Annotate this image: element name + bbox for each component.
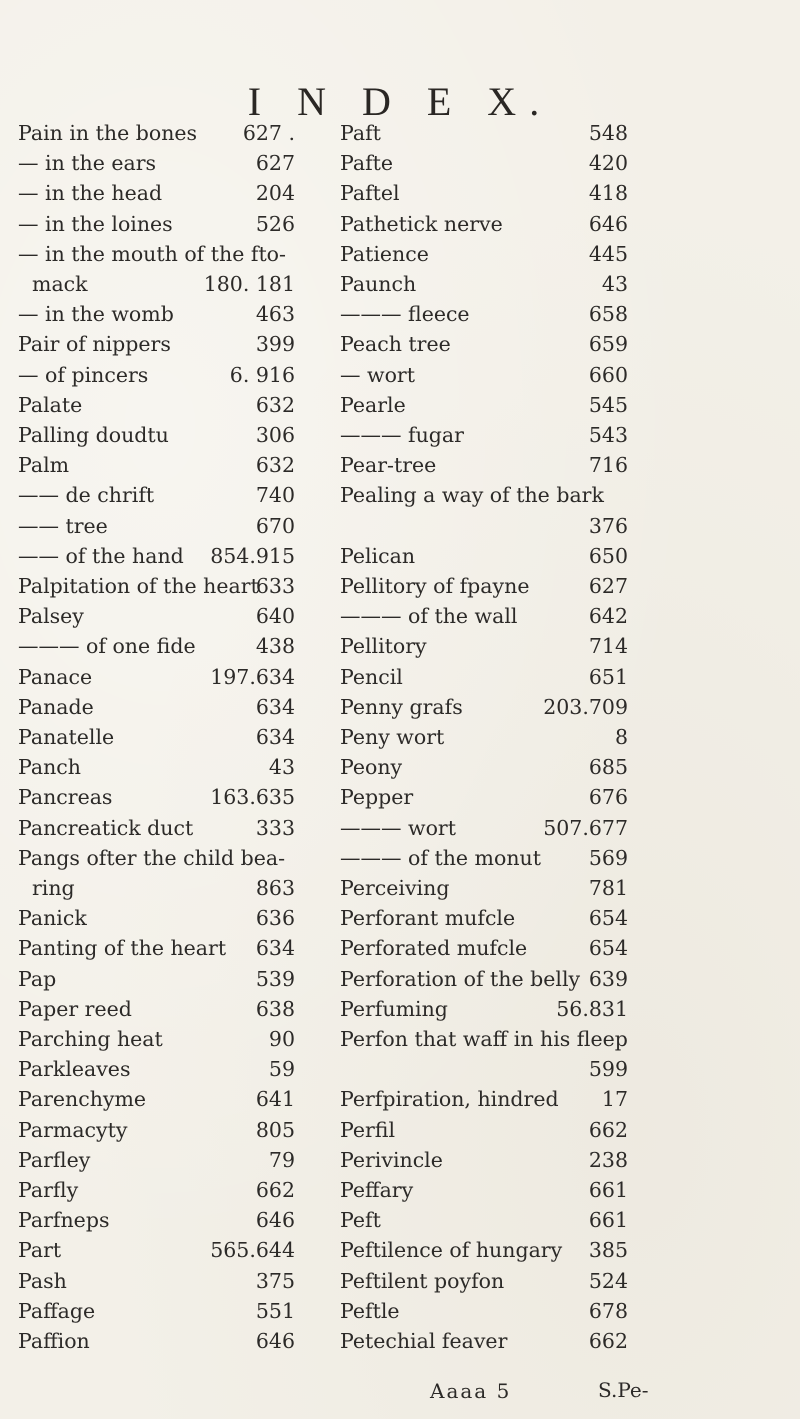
index-entry-label: Pearle bbox=[340, 392, 406, 417]
index-entry-label: Perfuming bbox=[340, 996, 448, 1021]
index-entry-label: Pash bbox=[18, 1268, 67, 1293]
index-entry bbox=[340, 722, 628, 752]
index-entry bbox=[18, 1235, 295, 1265]
index-entry bbox=[18, 813, 295, 843]
index-entry bbox=[340, 360, 628, 390]
index-entry bbox=[18, 390, 295, 420]
index-entry bbox=[18, 209, 295, 239]
index-entry-label: Perforation of the belly bbox=[340, 966, 581, 991]
index-entry bbox=[340, 752, 628, 782]
index-entry-page: 662 bbox=[588, 1329, 628, 1353]
index-entry bbox=[18, 480, 295, 510]
index-entry-page: 197.634 bbox=[210, 664, 295, 689]
index-entry-label: — in the head bbox=[18, 181, 163, 206]
index-entry bbox=[340, 1084, 628, 1114]
index-entry-page: 163.635 bbox=[210, 785, 295, 810]
index-entry bbox=[18, 299, 295, 329]
index-entry bbox=[340, 299, 628, 329]
index-entry-label: ——— fugar bbox=[340, 423, 464, 447]
index-entry-page: 863 bbox=[255, 876, 295, 900]
index-entry bbox=[340, 390, 628, 420]
index-entry-page: 633 bbox=[255, 574, 295, 598]
index-entry bbox=[18, 178, 295, 208]
index-entry bbox=[340, 782, 628, 812]
index-entry-page: 8 bbox=[614, 725, 628, 749]
index-entry-page: 636 bbox=[255, 906, 295, 931]
index-entry bbox=[18, 148, 295, 178]
index-entry-label: Petechial feaver bbox=[340, 1329, 508, 1353]
index-entry bbox=[340, 933, 628, 963]
index-entry-label: Perfpiration, hindred bbox=[340, 1087, 559, 1112]
index-entry-label: Paffage bbox=[18, 1298, 96, 1323]
index-entry-page: 238 bbox=[588, 1147, 628, 1172]
index-entry bbox=[18, 1115, 295, 1145]
index-entry-label: Peny wort bbox=[340, 725, 445, 749]
index-entry-page: 661 bbox=[588, 1208, 628, 1233]
index-entry-label: Panade bbox=[18, 694, 94, 719]
index-entry-page: 646 bbox=[255, 1208, 295, 1233]
index-entry-label: Peffary bbox=[340, 1178, 414, 1202]
index-entry bbox=[340, 209, 628, 239]
index-entry-label: Pain in the bones bbox=[18, 121, 198, 145]
index-entry-label: ring bbox=[32, 876, 75, 900]
index-entry-label: Palpitation of the heart bbox=[18, 574, 259, 598]
index-entry bbox=[18, 360, 295, 390]
index-entry-page: 661 bbox=[588, 1178, 628, 1202]
index-entry-label: ——— fleece bbox=[340, 302, 470, 327]
index-entry-page: 627 bbox=[255, 151, 295, 176]
index-entry-label: —— of the hand bbox=[18, 543, 184, 568]
index-entry-page: 634 bbox=[255, 725, 295, 749]
index-entry-page: 639 bbox=[588, 966, 628, 991]
index-entry-page: 662 bbox=[255, 1178, 295, 1202]
index-entry-page: 642 bbox=[588, 604, 628, 629]
index-entry-label: Perceiving bbox=[340, 876, 450, 900]
index-entry-label: Palsey bbox=[18, 604, 84, 629]
index-entry-page: 79 bbox=[268, 1147, 295, 1172]
index-entry-page: 676 bbox=[588, 785, 628, 810]
index-entry-label: Pathetick nerve bbox=[340, 211, 503, 236]
index-entry bbox=[18, 511, 295, 541]
index-entry bbox=[340, 1145, 628, 1175]
index-entry-page: 306 bbox=[255, 423, 295, 447]
index-entry-label: ——— of one fide bbox=[18, 634, 196, 659]
index-entry-label: — wort bbox=[340, 362, 415, 387]
index-entry bbox=[340, 662, 628, 692]
index-entry-page: 599 bbox=[588, 1057, 628, 1082]
index-entry bbox=[340, 1235, 628, 1265]
index-entry-label: Pancreas bbox=[18, 785, 113, 810]
index-entry bbox=[18, 631, 295, 661]
index-entry-page: 539 bbox=[255, 966, 295, 991]
index-entry-page: 641 bbox=[255, 1087, 295, 1112]
index-entry bbox=[18, 450, 295, 480]
index-entry bbox=[340, 1326, 628, 1356]
index-entry-label: — in the loines bbox=[18, 211, 173, 236]
index-entry-page: 646 bbox=[588, 211, 628, 236]
index-entry bbox=[340, 1296, 628, 1326]
index-entry-page: 548 bbox=[588, 121, 628, 145]
index-entry-label: Panace bbox=[18, 664, 93, 689]
index-entry-page: 640 bbox=[255, 604, 295, 629]
index-entry-label: Panch bbox=[18, 755, 81, 780]
index-entry-label: mack bbox=[32, 272, 88, 296]
index-entry-label: Pepper bbox=[340, 785, 414, 810]
index-entry-label: Pear-tree bbox=[340, 453, 437, 478]
index-entry-page: 526 bbox=[255, 211, 295, 236]
index-entry-page: 685 bbox=[588, 755, 628, 780]
index-entry-page: 627 . bbox=[242, 121, 295, 145]
index-entry bbox=[340, 148, 628, 178]
index-entry bbox=[18, 903, 295, 933]
index-entry bbox=[340, 873, 628, 903]
index-entry-page: 59 bbox=[268, 1057, 295, 1082]
index-entry-label: Panick bbox=[18, 906, 87, 931]
index-entry-page: 438 bbox=[255, 634, 295, 659]
index-entry bbox=[18, 1145, 295, 1175]
index-entry bbox=[18, 752, 295, 782]
index-entry-label: Perfil bbox=[340, 1117, 396, 1142]
index-entry-page: 385 bbox=[588, 1238, 628, 1263]
index-entry-label: — in the womb bbox=[18, 302, 174, 327]
index-entry-label: Parfneps bbox=[18, 1208, 110, 1233]
index-entry bbox=[340, 1205, 628, 1235]
index-entry-label: —— de chrift bbox=[18, 483, 155, 508]
index-entry-label: Pellitory bbox=[340, 634, 427, 659]
index-entry-page: 43 bbox=[601, 272, 628, 296]
index-entry-label: Panting of the heart bbox=[18, 936, 227, 961]
index-entry-label: Pellitory of fpayne bbox=[340, 574, 530, 598]
index-entry bbox=[18, 1024, 295, 1054]
index-entry-label: Peftilence of hungary bbox=[340, 1238, 563, 1263]
index-entry-label: Part bbox=[18, 1238, 62, 1263]
signature-mark: Aaaa 5 bbox=[430, 1379, 512, 1403]
index-entry bbox=[18, 239, 295, 269]
index-entry-label: Parkleaves bbox=[18, 1057, 131, 1082]
index-entry bbox=[18, 541, 295, 571]
index-entry bbox=[340, 631, 628, 661]
index-entry bbox=[18, 1326, 295, 1356]
index-entry-label: — in the ears bbox=[18, 151, 157, 176]
index-entry-label: Palate bbox=[18, 392, 83, 417]
index-entry bbox=[340, 601, 628, 631]
index-entry-label: Penny grafs bbox=[340, 694, 463, 719]
index-entry-label: Paper reed bbox=[18, 996, 132, 1021]
index-entry bbox=[340, 480, 628, 510]
index-entry-page: 740 bbox=[255, 483, 295, 508]
index-entry-label: — of pincers bbox=[18, 362, 149, 387]
index-entry bbox=[18, 994, 295, 1024]
index-entry bbox=[340, 571, 628, 601]
index-entry-label: Pancreatick duct bbox=[18, 815, 194, 840]
index-entry-label: Peftle bbox=[340, 1298, 400, 1323]
index-entry-page: 180. 181 bbox=[203, 272, 295, 296]
index-entry bbox=[340, 239, 628, 269]
index-entry-label: Pair of nippers bbox=[18, 332, 171, 357]
index-entry bbox=[18, 269, 295, 299]
index-entry bbox=[340, 1024, 628, 1054]
index-entry-page: 805 bbox=[255, 1117, 295, 1142]
index-entry-page: 646 bbox=[255, 1329, 295, 1353]
index-entry bbox=[18, 933, 295, 963]
index-entry-page: 418 bbox=[588, 181, 628, 206]
index-entry bbox=[18, 601, 295, 631]
index-entry-label: Paftel bbox=[340, 181, 400, 206]
index-entry-label: — in the mouth of the fto- bbox=[18, 241, 286, 266]
index-entry-page: 781 bbox=[588, 876, 628, 900]
index-entry bbox=[18, 873, 295, 903]
index-entry-page: 660 bbox=[588, 362, 628, 387]
index-entry-page: 399 bbox=[255, 332, 295, 357]
index-entry-page: 376 bbox=[588, 513, 628, 538]
catchword: S.Pe- bbox=[598, 1378, 649, 1402]
index-entry-label: Pangs ofter the child bea- bbox=[18, 845, 286, 870]
index-entry-page: 659 bbox=[588, 332, 628, 357]
index-entry-page: 43 bbox=[268, 755, 295, 780]
index-entry-page: 545 bbox=[588, 392, 628, 417]
index-entry-page: 654 bbox=[588, 936, 628, 961]
index-entry bbox=[18, 118, 295, 148]
index-entry-label: Parfley bbox=[18, 1147, 91, 1172]
index-entry-page: 333 bbox=[255, 815, 295, 840]
index-entry-label: ——— of the monut bbox=[340, 845, 541, 870]
index-entry-page: 714 bbox=[588, 634, 628, 659]
index-entry-page: 90 bbox=[268, 1027, 295, 1051]
index-entry-page: 445 bbox=[588, 241, 628, 266]
index-entry bbox=[340, 813, 628, 843]
index-entry-page: 854.915 bbox=[210, 543, 295, 568]
index-entry-page: 658 bbox=[588, 302, 628, 327]
index-entry bbox=[18, 1054, 295, 1084]
index-entry-label: ——— of the wall bbox=[340, 604, 518, 629]
index-entry-page: 463 bbox=[255, 302, 295, 327]
index-entry-label: —— tree bbox=[18, 513, 108, 538]
index-entry-page: 375 bbox=[255, 1268, 295, 1293]
index-entry-label: Paft bbox=[340, 121, 381, 145]
index-entry-label: Patience bbox=[340, 241, 429, 266]
index-entry-label: Peft bbox=[340, 1208, 381, 1233]
index-entry-label: Parfly bbox=[18, 1178, 79, 1202]
index-entry-label: Panatelle bbox=[18, 725, 115, 749]
index-entry bbox=[340, 450, 628, 480]
index-entry-label: Peach tree bbox=[340, 332, 451, 357]
index-entry bbox=[18, 1296, 295, 1326]
index-entry bbox=[18, 964, 295, 994]
index-entry bbox=[18, 329, 295, 359]
index-entry-page: 420 bbox=[588, 151, 628, 176]
index-entry-label: Pafte bbox=[340, 151, 394, 176]
index-entry-label: Pap bbox=[18, 966, 57, 991]
page-header: I N D E X. bbox=[247, 79, 553, 124]
index-entry-label: Parmacyty bbox=[18, 1117, 128, 1142]
index-entry-label: Perforated mufcle bbox=[340, 936, 528, 961]
index-entry bbox=[340, 329, 628, 359]
index-entry bbox=[340, 1266, 628, 1296]
index-entry bbox=[18, 782, 295, 812]
index-entry-page: 632 bbox=[255, 392, 295, 417]
index-entry bbox=[18, 571, 295, 601]
index-entry-label: Parenchyme bbox=[18, 1087, 147, 1112]
index-entry-label: Paffion bbox=[18, 1329, 90, 1353]
index-entry-page: 204 bbox=[255, 181, 295, 206]
index-entry-page: 56.831 bbox=[556, 996, 628, 1021]
index-entry-page: 6. 916 bbox=[229, 362, 295, 387]
index-entry-page: 627 bbox=[588, 574, 628, 598]
index-entry bbox=[18, 662, 295, 692]
index-entry-label: Pelican bbox=[340, 543, 416, 568]
index-entry bbox=[18, 1175, 295, 1205]
index-entry-page: 638 bbox=[255, 996, 295, 1021]
index-entry-page: 678 bbox=[588, 1298, 628, 1323]
index-entry-label: ——— wort bbox=[340, 815, 456, 840]
index-entry bbox=[340, 1054, 628, 1084]
index-entry-page: 654 bbox=[588, 906, 628, 931]
index-entry-label: Paunch bbox=[340, 272, 417, 296]
index-entry-page: 662 bbox=[588, 1117, 628, 1142]
index-entry bbox=[340, 1115, 628, 1145]
index-entry bbox=[340, 1175, 628, 1205]
index-entry bbox=[18, 1205, 295, 1235]
index-entry bbox=[18, 1084, 295, 1114]
index-entry-page: 650 bbox=[588, 543, 628, 568]
index-entry-page: 716 bbox=[588, 453, 628, 478]
index-entry-label: Palm bbox=[18, 453, 70, 478]
index-entry-page: 551 bbox=[255, 1298, 295, 1323]
index-entry bbox=[18, 692, 295, 722]
index-entry-page: 569 bbox=[588, 845, 628, 870]
index-entry bbox=[340, 994, 628, 1024]
index-entry-page: 634 bbox=[255, 936, 295, 961]
index-entry bbox=[340, 420, 628, 450]
index-entry-page: 203.709 bbox=[543, 694, 628, 719]
index-entry-label: Peftilent poyfon bbox=[340, 1268, 505, 1293]
index-entry-page: 524 bbox=[588, 1268, 628, 1293]
index-entry bbox=[340, 178, 628, 208]
index-entry-label: Perfon that waff in his fleep bbox=[340, 1027, 628, 1051]
index-entry bbox=[340, 843, 628, 873]
index-entry bbox=[340, 964, 628, 994]
index-entry-label: Palling doudtu bbox=[18, 423, 169, 447]
index-entry bbox=[340, 541, 628, 571]
index-entry bbox=[340, 269, 628, 299]
index-entry bbox=[18, 1266, 295, 1296]
index-entry-page: 507.677 bbox=[543, 815, 628, 840]
index-entry bbox=[340, 692, 628, 722]
index-entry-page: 670 bbox=[255, 513, 295, 538]
index-entry-label: Pencil bbox=[340, 664, 403, 689]
index-entry bbox=[18, 843, 295, 873]
index-entry bbox=[18, 722, 295, 752]
index-entry-label: Perivincle bbox=[340, 1147, 443, 1172]
index-entry-page: 565.644 bbox=[210, 1238, 295, 1263]
index-entry-page: 543 bbox=[588, 423, 628, 447]
index-entry-page: 17 bbox=[601, 1087, 628, 1112]
index-entry-page: 651 bbox=[588, 664, 628, 689]
index-entry-label: Pealing a way of the bark bbox=[340, 483, 604, 508]
index-entry bbox=[18, 420, 295, 450]
index-entry-page: 632 bbox=[255, 453, 295, 478]
index-entry bbox=[340, 903, 628, 933]
index-entry-label: Parching heat bbox=[18, 1027, 163, 1051]
index-entry-label: Peony bbox=[340, 755, 403, 780]
index-entry bbox=[340, 511, 628, 541]
index-entry-label: Perforant mufcle bbox=[340, 906, 516, 931]
index-entry bbox=[340, 118, 628, 148]
index-entry-page: 634 bbox=[255, 694, 295, 719]
